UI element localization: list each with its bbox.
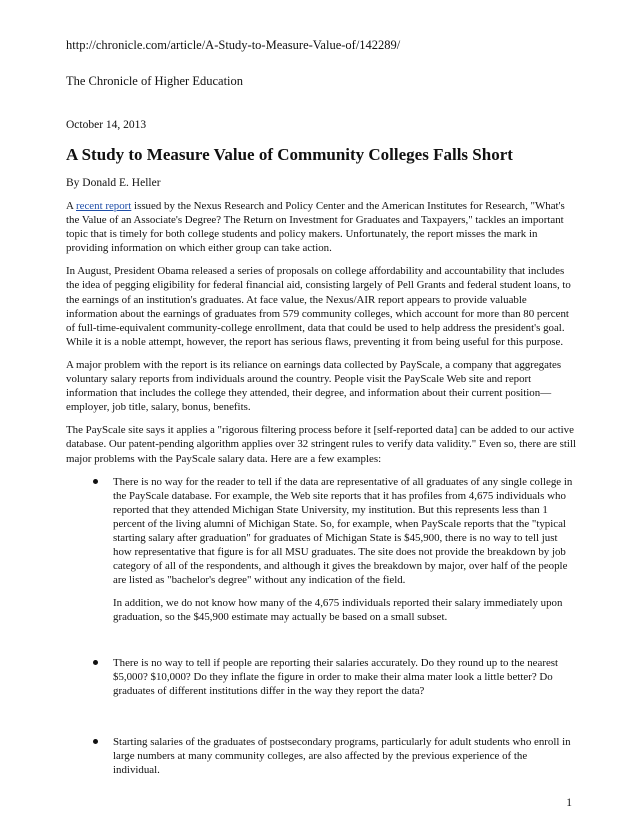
paragraph-2: In August, President Obama released a series of proposals on college affordability and accountability that includes the idea of pegging eligibility for federal financial aid, consisting largely of Pell Grants and federal student loans, to the earnings of an institution's graduates. At face value, the Nexus/AIR report appears to provide valuable information about the earnings of graduates from 579 community colleges, which account for more than 80 percent of full-time-equivalent community-college enrollment, data that could be used to help address the president's goal. While it is a noble attempt, however, the report has serious flaws, preventing it from being useful for this purpose. [66,265,571,348]
spacer [66,707,576,735]
bullet-icon [93,660,98,665]
article-date: October 14, 2013 [66,119,147,131]
source-url[interactable]: http://chronicle.com/article/A-Study-to-Measure-Value-of/142289/ [66,38,401,52]
list-item [66,475,576,625]
article-title: A Study to Measure Value of Community Colleges Falls Short [66,145,513,164]
list-item [66,735,576,777]
paragraph-3: A major problem with the report is its reliance on earnings data collected by PayScale, a company that aggregates voluntary salary reports from individuals around the country. People visit the PayScale Web site and report information that includes the college they attended, their degree, and information about their current position—employer, job title, salary, bonus, benefits. [66,358,562,414]
examples-list [66,475,576,778]
list-item [66,656,576,698]
publication-name: The Chronicle of Higher Education [66,74,244,88]
paragraph-4: The PayScale site says it applies a "rigorous filtering process before it [self-reported data] can be added to our active database. Our patent-pending algorithm applies over 32 stringent rules to verify data validity." Even so, there are still major problems with the PayScale salary data. Here are a few examples: [66,424,577,465]
recent-report-link[interactable]: recent report [76,200,132,212]
page-number: 1 [566,797,572,809]
spacer [66,634,576,656]
list-item-text: Starting salaries of the graduates of postsecondary programs, particularly for adult students who enroll in large numbers at many community colleges, are also affected by the previous experience of the individual. [113,735,571,776]
paragraph-1-lead: A [66,200,76,212]
article-byline: By Donald E. Heller [66,177,161,189]
list-item-followup: In addition, we do not know how many of the 4,675 individuals reported their salary immediately upon graduation, so the $45,900 estimate may actually be based on a small subset. [113,597,563,624]
bullet-icon [93,739,98,744]
paragraph-1-text: issued by the Nexus Research and Policy Center and the American Institutes for Research, "What's the Value of an Associate's Degree? The Return on Investment for Graduates and Taxpayers," tackles an important topic that is timely for both college students and policy makers. Unfortunately, the report misses the mark in providing information on which either group can take action. [66,200,565,255]
bullet-icon [93,479,98,484]
paragraph-1 [66,199,576,255]
list-item-text: There is no way for the reader to tell if the data are representative of all graduates of any single college in the PayScale database. For example, the Web site reports that it has profiles from 4,675 individuals who reported that they attended Michigan State University, my institution. But this represents less than 1 percent of the living alumni of Michigan State. So, for example, when PayScale reports that the "typical starting salary after graduation" for graduates of Michigan State is $45,900, there is no way to tell just how representative that figure is for all MSU graduates. The site does not provide the breakdown by job category of all of the respondents, and although it gives the breakdown by major, over half of the people are listed as "bachelor's degree" without any indication of the field. [113,475,573,587]
article-body [66,199,576,786]
list-item-text: There is no way to tell if people are reporting their salaries accurately. Do they round up to the nearest $5,000? $10,000? Do they inflate the figure in order to make their alma mater look a little better? Do graduates of different institutions differ in the way they report the data? [113,656,559,697]
